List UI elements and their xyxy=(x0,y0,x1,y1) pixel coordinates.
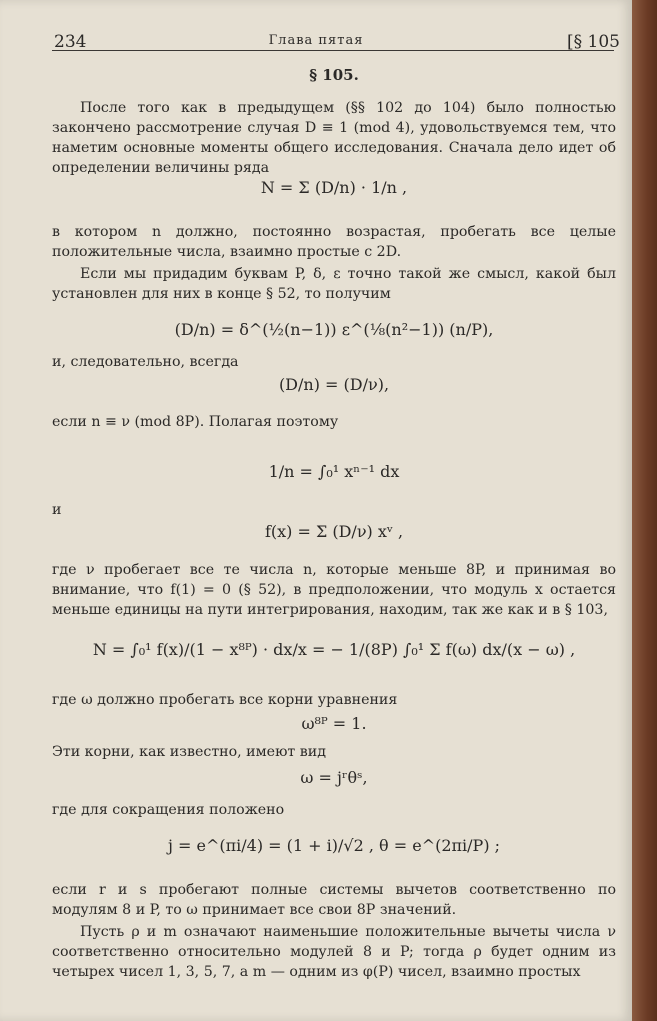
paragraph-8: Эти корни, как известно, имеют вид xyxy=(52,744,326,760)
formula-congruence: (D/n) = (D/ν), xyxy=(278,375,390,394)
page-number: 234 xyxy=(54,32,87,52)
paragraph-4: и, следовательно, всегда xyxy=(52,354,239,370)
running-title: Глава пятая xyxy=(268,33,364,48)
formula-integral: 1/n = ∫₀¹ xⁿ⁻¹ dx xyxy=(268,462,400,481)
formula-f-of-x: f(x) = Σ (D/ν) xᵛ , xyxy=(264,522,404,541)
section-reference: [§ 105 xyxy=(567,32,620,52)
formula-roots: ω⁸ᴾ = 1. xyxy=(301,714,367,733)
paragraph-3: Если мы придадим буквам P, δ, ε точно такой же смысл, какой был установлен для них в конце § 52, то получим xyxy=(52,266,616,302)
paragraph-10: если r и s пробегают полные системы вычетов соответственно по модулям 8 и P, то ω принимает все свои 8P значений. xyxy=(52,882,616,918)
paragraph-1: После того как в предыдущем (§§ 102 до 104) было полностью закончено рассмотрение случая D ≡ 1 (mod 4), удовольствуемся тем, что наметим основные моменты общего исследования. Сначала дело идет об определении величины ряда xyxy=(52,100,616,176)
paragraph-5: если n ≡ ν (mod 8P). Полагая поэтому xyxy=(52,414,339,430)
book-binding xyxy=(632,0,657,1021)
formula-j-theta: j = e^(πi/4) = (1 + i)/√2 , θ = e^(2πi/P) ; xyxy=(167,836,501,855)
formula-series: N = Σ (D/n) · 1/n , xyxy=(260,178,408,197)
header-rule xyxy=(52,50,614,51)
paragraph-9: где для сокращения положено xyxy=(52,802,285,818)
paragraph-2: в котором n должно, постоянно возрастая, пробегать все целые положительные числа, взаимно простые с 2D. xyxy=(52,224,616,260)
paragraph-6: где ν пробегает все те числа n, которые меньше 8P, и принимая во внимание, что f(1) = 0 (§ 52), в предположении, что модуль x остается меньше единицы на пути интегрирования, находим, так же как и в § 103, xyxy=(52,562,616,618)
word-and: и xyxy=(52,502,62,518)
paragraph-7: где ω должно пробегать все корни уравнения xyxy=(52,692,398,708)
paragraph-11: Пусть ρ и m означают наименьшие положительные вычеты числа ν соответственно относительно модулей 8 и P; тогда ρ будет одним из четырех чисел 1, 3, 5, 7, а m — одним из φ(P) чисел, взаимно простых xyxy=(52,924,616,980)
section-title: § 105. xyxy=(309,66,359,84)
formula-legendre: (D/n) = δ^(½(n−1)) ε^(⅛(n²−1)) (n/P), xyxy=(174,320,494,339)
formula-N-integral: N = ∫₀¹ f(x)/(1 − x⁸ᴾ) · dx/x = − 1/(8P) ∫₀¹ Σ f(ω) dx/(x − ω) , xyxy=(92,640,576,659)
formula-omega: ω = jʳθˢ, xyxy=(300,768,368,787)
page-header xyxy=(0,26,632,56)
